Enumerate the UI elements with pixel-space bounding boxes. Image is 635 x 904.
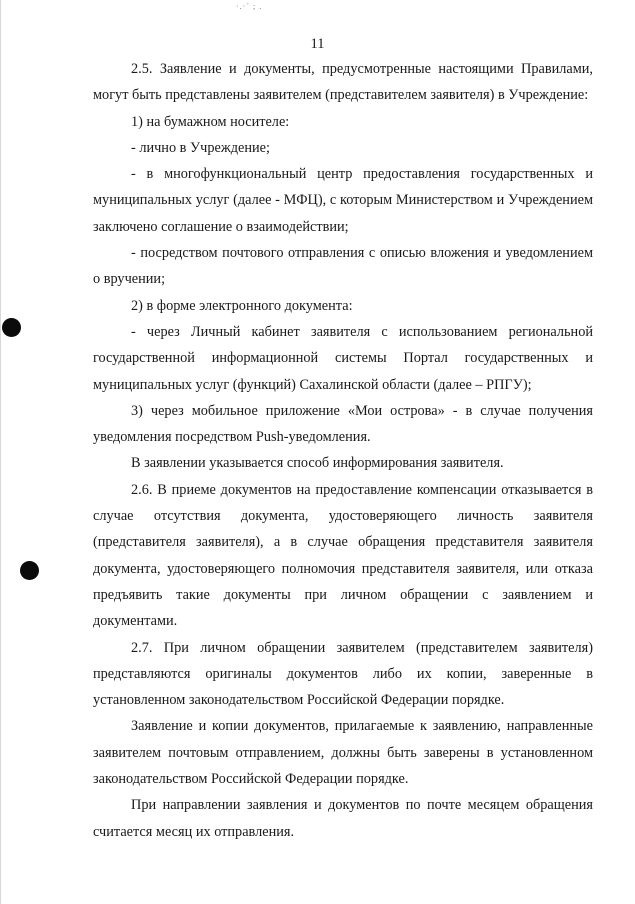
scan-edge <box>0 0 1 904</box>
paragraph: 1) на бумажном носителе: <box>131 113 290 130</box>
paragraph: 2.7. При личном обращении заявителем (представителем заявителя) представляются оригиналы документов либо их копии, заверенные в установленном законодательством Российской Федерации порядке. <box>93 639 593 709</box>
paragraph: При направлении заявления и документов по почте месяцем обращения считается месяц их отправления. <box>93 797 593 840</box>
binder-hole-mark <box>20 561 39 580</box>
page-number: 11 <box>310 36 325 52</box>
document-body <box>93 56 593 845</box>
paragraph: - лично в Учреждение; <box>131 139 270 156</box>
paragraph: 2.5. Заявление и документы, предусмотренные настоящими Правилами, могут быть представлены заявителем (представителем заявителя) в Учреждение: <box>93 61 593 104</box>
paragraph: - в многофункциональный центр предоставления государственных и муниципальных услуг (далее - МФЦ), с которым Министерством и Учреждением заключено соглашение о взаимодействии; <box>93 166 593 235</box>
paragraph: 2.6. В приеме документов на предоставление компенсации отказывается в случае отсутствия документа, удостоверяющего личность заявителя (представителя заявителя), а в случае обращения представителя заявителя документа, удостоверяющего полномочия представителя заявителя, или отказа предъявить такие документы при личном обращении с заявлением и документами. <box>93 481 593 630</box>
binder-hole-mark <box>2 318 21 337</box>
paragraph: - через Личный кабинет заявителя с использованием региональной государственной информационной системы Портал государственных и муниципальных услуг (функций) Сахалинской области (далее – РПГУ); <box>93 323 593 393</box>
paragraph: 2) в форме электронного документа: <box>131 297 353 314</box>
paragraph: Заявление и копии документов, прилагаемые к заявлению, направленные заявителем почтовым отправлением, должны быть заверены в установленном законодательством Российской Федерации порядке. <box>93 718 593 788</box>
paragraph: - посредством почтового отправления с описью вложения и уведомлением о вручении; <box>93 245 593 288</box>
paragraph: 3) через мобильное приложение «Мои острова» - в случае получения уведомления посредством Push-уведомления. <box>93 402 593 446</box>
paragraph: В заявлении указывается способ информирования заявителя. <box>131 455 504 472</box>
scan-artifact: ·.·´ ; . <box>236 2 263 11</box>
